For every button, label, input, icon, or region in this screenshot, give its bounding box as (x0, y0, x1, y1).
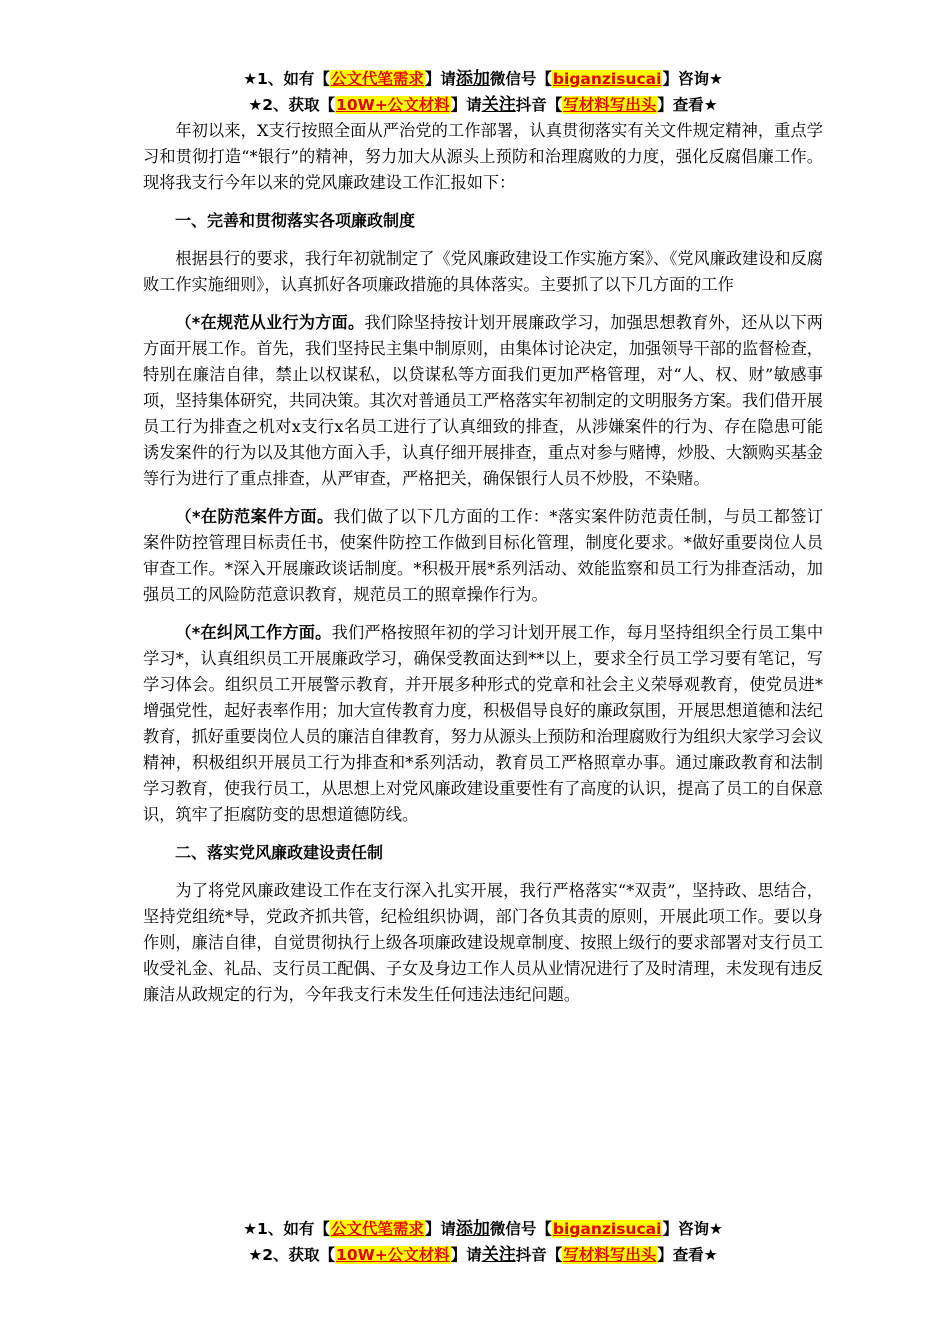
promo-line-2: ★2、获取【10W+公文材料】请关注抖音【写材料写出头】查看★ (248, 95, 718, 115)
section-1-paragraph: 根据县行的要求，我行年初就制定了《党风廉政建设工作实施方案》、《党风廉政建设和反腐败工作实施细则》，认真抓好各项廉政措施的具体落实。主要抓了以下几方面的工作 (143, 249, 823, 294)
subsection-case-prevention-text: 我们做了以下几方面的工作：*落实案件防范责任制，与员工都签订案件防控管理目标责任书，使案件防控工作做到目标化管理，制度化要求。*做好重要岗位人员审查工作。*深入开展廉政谈话制度。*积极开展*系列活动、效能监察和员工行为排查活动，加强员工的风险防范意识教育，规范员工的照章操作行为。 (143, 507, 824, 604)
promo-banner-top (143, 66, 823, 118)
promo-banner-bottom (143, 1216, 823, 1268)
document-page (143, 66, 823, 1008)
subsection-case-prevention (143, 504, 823, 608)
highlight-service: 公文代笔需求 (330, 70, 424, 88)
subsection-conduct-lead: （*在规范从业行为方面。 (175, 313, 365, 332)
promo-line-2-bottom: ★2、获取【10W+公文材料】请关注抖音【写材料写出头】查看★ (248, 1245, 718, 1265)
promo-line-1: ★1、如有【公文代笔需求】请添加微信号【biganzisucai】咨询★ (243, 69, 723, 89)
intro-paragraph: 年初以来，X支行按照全面从严治党的工作部署，认真贯彻落实有关文件规定精神，重点学习和贯彻打造“*银行”的精神，努力加大从源头上预防和治理腐败的力度，强化反腐倡廉工作。现将我支行今年以来的党风廉政建设工作汇报如下： (143, 121, 823, 192)
highlight-materials-bottom: 10W+公文材料 (336, 1246, 450, 1264)
subsection-conduct (143, 310, 823, 492)
subsection-rectification-lead: （*在纠风工作方面。 (175, 623, 332, 642)
section-heading-1: 一、完善和贯彻落实各项廉政制度 (175, 211, 416, 230)
highlight-materials: 10W+公文材料 (336, 96, 450, 114)
highlight-service-bottom: 公文代笔需求 (330, 1220, 424, 1238)
promo-line-1-bottom: ★1、如有【公文代笔需求】请添加微信号【biganzisucai】咨询★ (243, 1219, 723, 1239)
section-2-paragraph: 为了将党风廉政建设工作在支行深入扎实开展，我行严格落实“*双责”，坚持政、思结合，坚持党组统*导，党政齐抓共管，纪检组织协调，部门各负其责的原则，开展此项工作。要以身作则，廉洁自律，自觉贯彻执行上级各项廉政建设规章制度、按照上级行的要求部署对支行员工收受礼金、礼品、支行员工配偶、子女及身边工作人员从业情况进行了及时清理，未发现有违反廉洁从政规定的行为，今年我支行未发生任何违法违纪问题。 (143, 881, 823, 1004)
subsection-conduct-text: 我们除坚持按计划开展廉政学习，加强思想教育外，还从以下两方面开展工作。首先，我们坚持民主集中制原则，由集体讨论决定，加强领导干部的监督检查，特别在廉洁自律，禁止以权谋私，以贷谋私等方面我们更加严格管理，对“人、权、财”敏感事项，坚持集体研究，共同决策。其次对普通员工严格落实年初制定的文明服务方案。我们借开展员工行为排查之机对x支行x名员工进行了认真细致的排查，从涉嫌案件的行为、存在隐患可能诱发案件的行为以及其他方面入手，认真仔细开展排查，重点对参与赌博，炒股、大额购买基金等行为进行了重点排查，从严审查，严格把关，确保银行人员不炒股，不染赌。 (143, 313, 823, 488)
highlight-douyin-account: 写材料写出头 (563, 96, 657, 114)
subsection-rectification-text: 我们严格按照年初的学习计划开展工作，每月坚持组织全行员工集中学习*，认真组织员工开展廉政学习，确保受教面达到**以上，要求全行员工学习要有笔记，写学习体会。组织员工开展警示教育，并开展多种形式的党章和社会主义荣辱观教育，使党员进*增强党性，起好表率作用；加大宣传教育力度，积极倡导良好的廉政氛围，开展思想道德和法纪教育，抓好重要岗位人员的廉洁自律教育，努力从源头上预防和治理腐败行为组织大家学习会议精神，积极组织开展员工行为排查和*系列活动，教育员工严格照章办事。通过廉政教育和法制学习教育，使我行员工，从思想上对党风廉政建设重要性有了高度的认识，提高了员工的自保意识，筑牢了拒腐防变的思想道德防线。 (143, 623, 824, 824)
highlight-wechat-id-bottom: biganzisucai (552, 1220, 662, 1238)
subsection-rectification (143, 620, 823, 828)
highlight-douyin-account-bottom: 写材料写出头 (563, 1246, 657, 1264)
subsection-case-prevention-lead: （*在防范案件方面。 (175, 507, 334, 526)
section-heading-2: 二、落实党风廉政建设责任制 (175, 843, 384, 862)
highlight-wechat-id: biganzisucai (552, 70, 662, 88)
